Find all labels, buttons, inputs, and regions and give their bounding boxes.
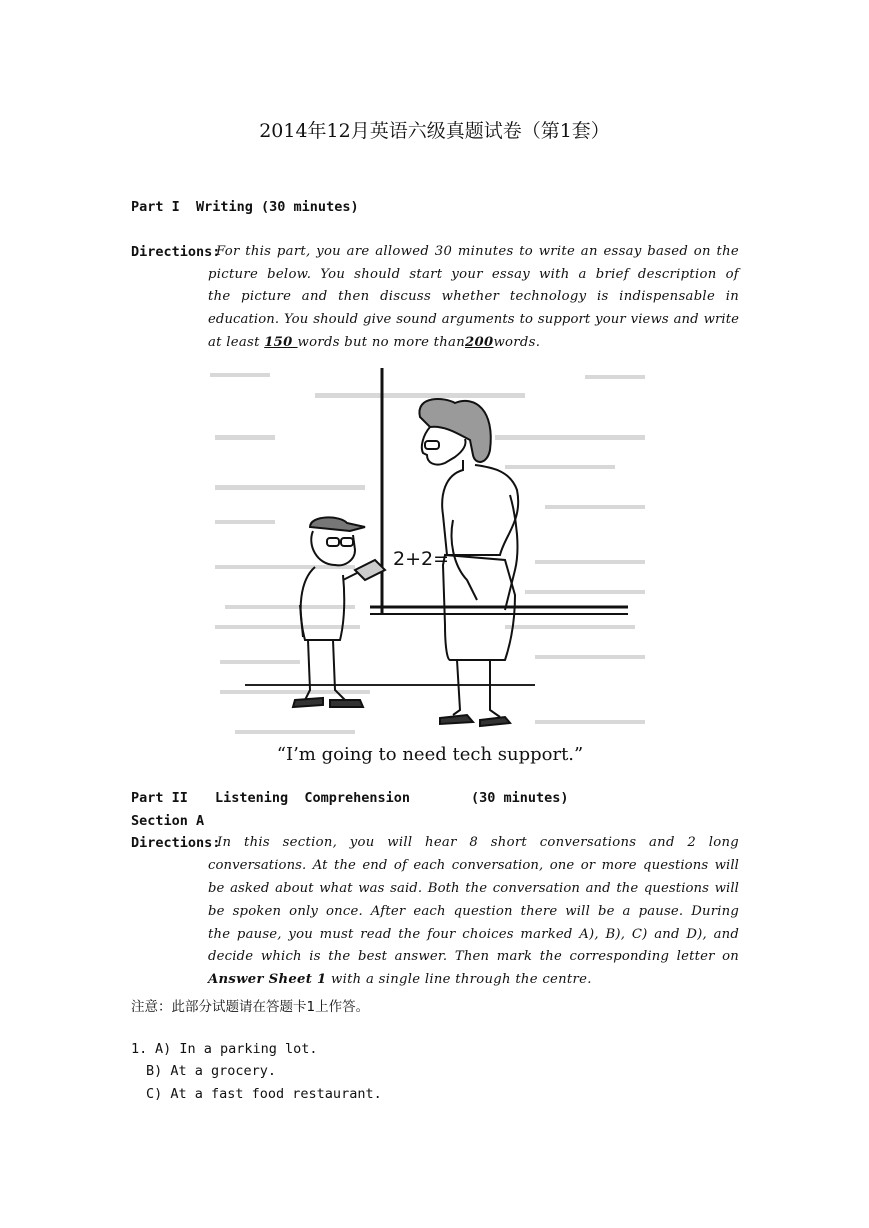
part1-directions-label: Directions: — [131, 244, 221, 260]
part1-directions-line-5 — [208, 335, 540, 350]
part2-heading-part: Part II — [131, 790, 188, 806]
part1-heading: Part I Writing (30 minutes) — [131, 199, 359, 215]
part2-directions-line-5: the pause, you must read the four choices marked A), B), C) and D), and — [208, 927, 739, 942]
part2-directions-line-3: be asked about what was said. Both the conversation and the questions will — [208, 881, 739, 896]
part2-directions-line-6: decide which is the best answer. Then mark the corresponding letter on — [208, 949, 739, 964]
part1-directions-line-4: education. You should give sound arguments to support your views and write — [208, 312, 739, 327]
part1-directions-line-1: For this part, you are allowed 30 minutes to write an essay based on the — [216, 244, 739, 259]
cartoon-image — [205, 355, 655, 780]
part2-heading-time: (30 minutes) — [471, 790, 569, 806]
part1-directions-line-3: the picture and then discuss whether technology is indispensable in — [208, 289, 739, 304]
part2-heading-name: Listening Comprehension — [215, 790, 411, 806]
student-figure — [293, 517, 385, 707]
answer-sheet-rest: with a single line through the centre. — [326, 972, 592, 987]
part1-directions-line-2: picture below. You should start your essay with a brief description of — [208, 267, 739, 282]
word-limit-prefix: at least — [208, 335, 265, 350]
question-1-choice-b: B) At a grocery. — [146, 1063, 277, 1079]
part2-directions-line-4: be spoken only once. After each question there will be a pause. During — [208, 904, 739, 919]
word-limit-middle: words but no more than — [297, 335, 466, 350]
part2-directions-line-1: In this section, you will hear 8 short conversations and 2 long — [217, 835, 739, 850]
question-1-number: 1. — [131, 1041, 148, 1057]
question-1-choice-c: C) At a fast food restaurant. — [146, 1086, 382, 1102]
answer-sheet-ref: Answer Sheet 1 — [208, 972, 327, 987]
section-a-heading: Section A — [131, 813, 205, 829]
document-title: 2014年12月英语六级真题试卷（第1套） — [259, 120, 610, 142]
board-text: 2+2= — [393, 548, 450, 570]
part2-directions-line-2: conversations. At the end of each conversation, one or more questions will — [208, 858, 739, 873]
question-1-choice-a: A) In a parking lot. — [155, 1041, 318, 1057]
part2-directions-label: Directions: — [131, 835, 221, 851]
answer-note: 注意：此部分试题请在答题卡1上作答。 — [131, 999, 370, 1015]
min-words: 150 — [264, 335, 298, 350]
word-limit-suffix: words. — [493, 335, 541, 350]
part2-directions-line-7 — [208, 972, 592, 987]
max-words: 200 — [465, 335, 494, 350]
cartoon-caption: “I’m going to need tech support.” — [276, 744, 584, 765]
